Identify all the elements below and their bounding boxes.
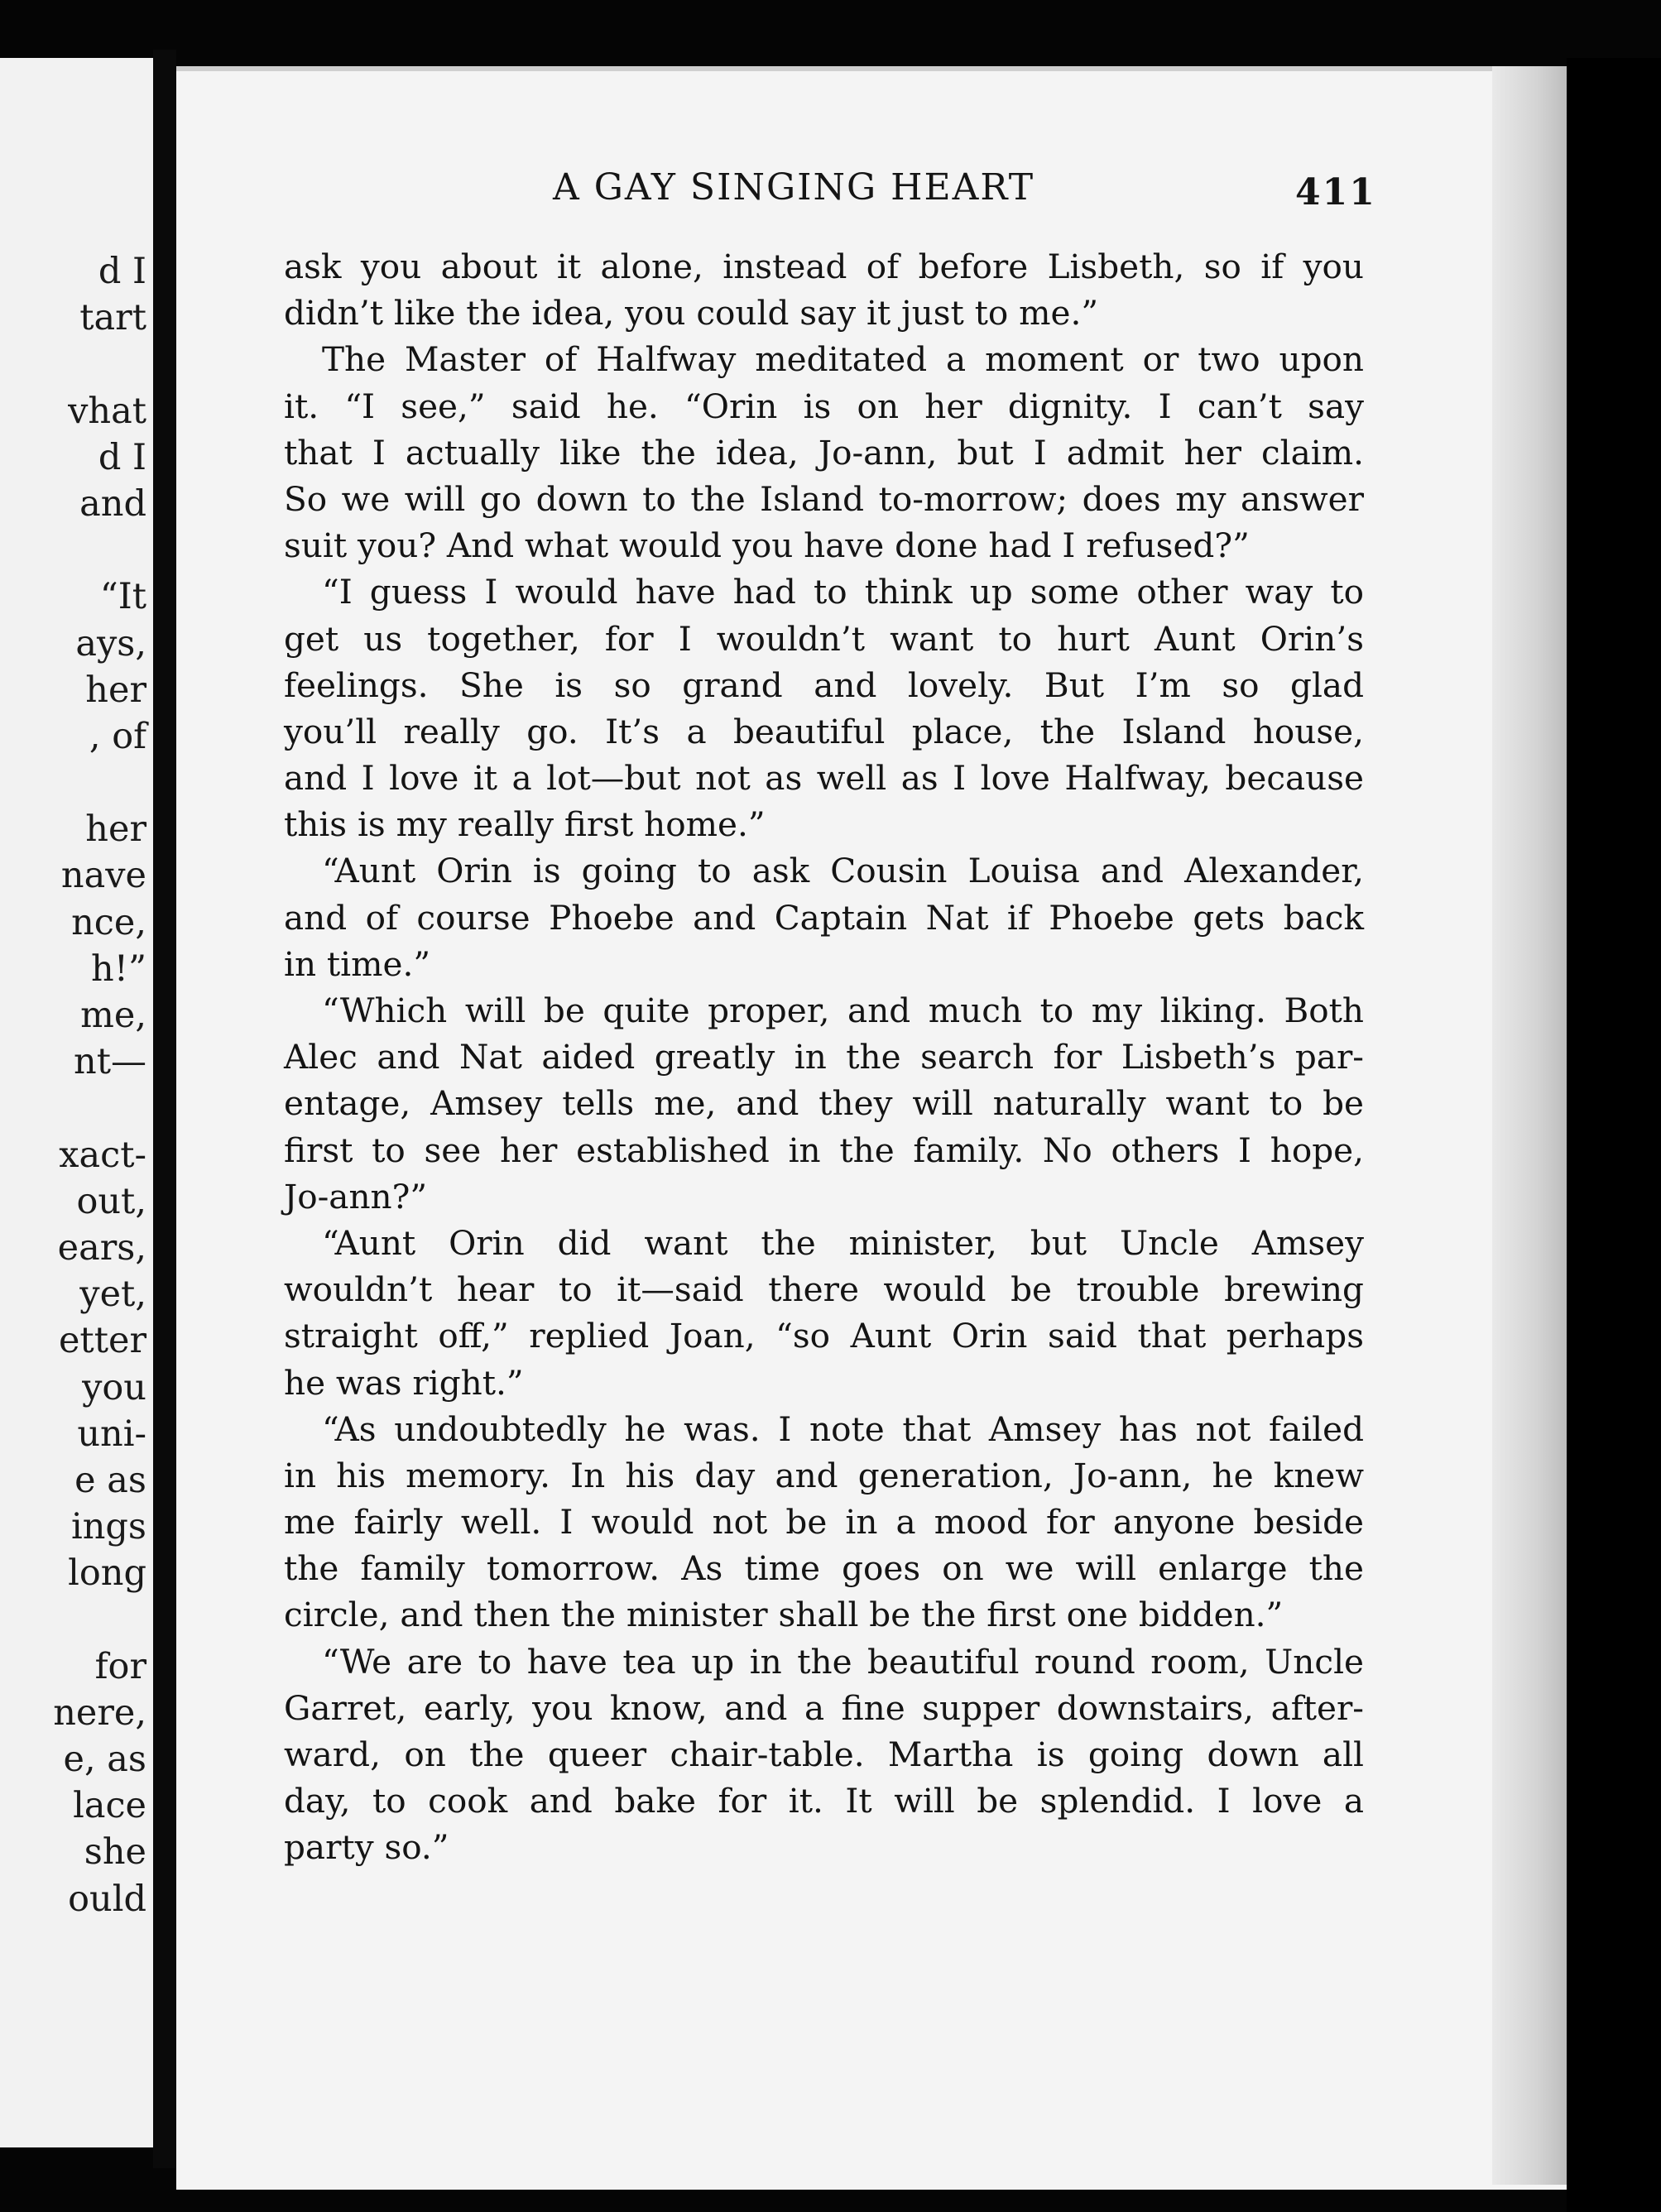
left-page-fragment: long [68, 1552, 146, 1595]
text-line: “Which will be quite proper, and much to my liking. Both [322, 991, 1364, 1030]
text-line: “We are to have tea up in the beautiful round room, Uncle [322, 1641, 1364, 1682]
text-line: first to see her established in the family. No others I hope, [284, 1130, 1364, 1170]
left-page-fragment: out, [76, 1180, 146, 1222]
text-line: feelings. She is so grand and lovely. But I’m so glad [284, 665, 1364, 705]
left-page [0, 58, 153, 2147]
text-line: entage, Amsey tells me, and they will naturally want to be [284, 1083, 1364, 1124]
left-page-fragment: , of [89, 715, 146, 757]
text-line: this is my really first home.” [284, 804, 766, 845]
text-line: he was right.” [284, 1362, 524, 1403]
text-line: “As undoubtedly he was. I note that Amsey has not failed [322, 1408, 1364, 1449]
text-line: that I actually like the idea, Jo-ann, but I admit her claim. [284, 432, 1364, 473]
book-gutter [153, 50, 176, 2168]
text-line: ward, on the queer chair-table. Martha is going down all [284, 1735, 1364, 1774]
text-line: party so.” [284, 1827, 449, 1868]
left-page-fragment: nt— [74, 1041, 146, 1083]
left-page-fragment: tart [79, 297, 146, 339]
text-line: the family tomorrow. As time goes on we will enlarge the [284, 1548, 1364, 1589]
left-page-fragment: nere, [53, 1691, 146, 1734]
text-line: So we will go down to the Island to-morrow; does my answer [284, 478, 1364, 519]
left-page-fragment: you [82, 1366, 146, 1408]
text-line: wouldn’t hear to it—said there would be trouble brewing [284, 1269, 1364, 1310]
text-line: suit you? And what would you have done had I refused?” [284, 525, 1250, 566]
scan-border [1567, 58, 1661, 2212]
text-line: in time.” [284, 943, 431, 984]
left-page-fragment: and [79, 482, 146, 525]
left-page-fragment: ears, [57, 1226, 146, 1269]
body-text [284, 243, 1364, 1871]
text-line: you’ll really go. It’s a beautiful place, the Island house, [284, 711, 1364, 751]
text-line: circle, and then the minister shall be the first one bidden.” [284, 1595, 1284, 1635]
text-line: “Aunt Orin did want the minister, but Uncle Amsey [322, 1222, 1364, 1263]
text-line: me fairly well. I would not be in a mood for anyone beside [284, 1502, 1364, 1543]
text-line: day, to cook and bake for it. It will be splendid. I love a [284, 1781, 1364, 1821]
text-line: ask you about it alone, instead of before Lisbeth, so if you [284, 247, 1364, 286]
left-page-fragment: xact- [59, 1134, 146, 1176]
text-line: Alec and Nat aided greatly in the search for Lisbeth’s par- [284, 1037, 1364, 1077]
left-page-fragment: e as [74, 1459, 146, 1501]
left-page-fragment: nave [60, 855, 146, 897]
text-line: “I guess I would have had to think up some other way to [322, 572, 1364, 612]
left-page-fragment: her [85, 669, 146, 711]
right-page [176, 66, 1567, 2190]
text-line: and of course Phoebe and Captain Nat if Phoebe gets back [284, 897, 1364, 938]
text-line: it. “I see,” said he. “Orin is on her dignity. I can’t say [284, 386, 1364, 426]
left-page-fragment: ould [68, 1878, 146, 1920]
left-page-fragment [6, 760, 146, 806]
text-line: get us together, for I wouldn’t want to hurt Aunt Orin’s [284, 618, 1364, 659]
left-page-fragment: h!” [91, 948, 146, 990]
left-page-fragment: ings [70, 1506, 146, 1548]
running-head-title: A GAY SINGING HEART [553, 166, 1035, 209]
left-page-fragment: yet, [79, 1274, 146, 1316]
left-page-fragment: she [84, 1831, 146, 1874]
text-line: “Aunt Orin is going to ask Cousin Louisa and Alexander, [322, 851, 1364, 891]
left-page-fragment: lace [73, 1785, 146, 1827]
left-page-fragment [6, 527, 146, 573]
left-page-fragment: d I [98, 436, 146, 478]
left-page-fragment: “It [99, 576, 146, 618]
text-line: didn’t like the idea, you could say it just to me.” [284, 293, 1099, 333]
text-line: in his memory. In his day and generation, Jo-ann, he knew [284, 1455, 1364, 1495]
text-line: straight off,” replied Joan, “so Aunt Orin said that perhaps [284, 1316, 1364, 1356]
left-page-fragment: d I [98, 251, 146, 292]
left-page-fragment: etter [58, 1320, 146, 1362]
left-page-fragment: uni- [77, 1413, 146, 1455]
text-line: and I love it a lot—but not as well as I love Halfway, because [284, 758, 1364, 799]
left-page-fragment: her [85, 809, 146, 851]
left-page-fragment: vhat [68, 390, 146, 432]
text-line: Garret, early, you know, and a fine supper downstairs, after- [284, 1687, 1364, 1728]
text-line: Jo-ann?” [284, 1176, 428, 1216]
left-page-fragment [6, 1596, 146, 1643]
left-page-fragment: ays, [75, 622, 146, 665]
page-number: 411 [1295, 171, 1376, 214]
left-page-fragment [6, 1085, 146, 1131]
left-page-fragment: for [94, 1645, 146, 1687]
left-page-fragment: e, as [63, 1739, 146, 1780]
left-page-text-fragments [6, 248, 146, 1922]
left-page-fragment: me, [80, 995, 146, 1036]
left-page-fragment [6, 341, 146, 387]
text-line: The Master of Halfway meditated a moment or two upon [322, 339, 1364, 380]
page-edge-shadow [1492, 66, 1567, 2185]
left-page-fragment: nce, [71, 901, 146, 943]
